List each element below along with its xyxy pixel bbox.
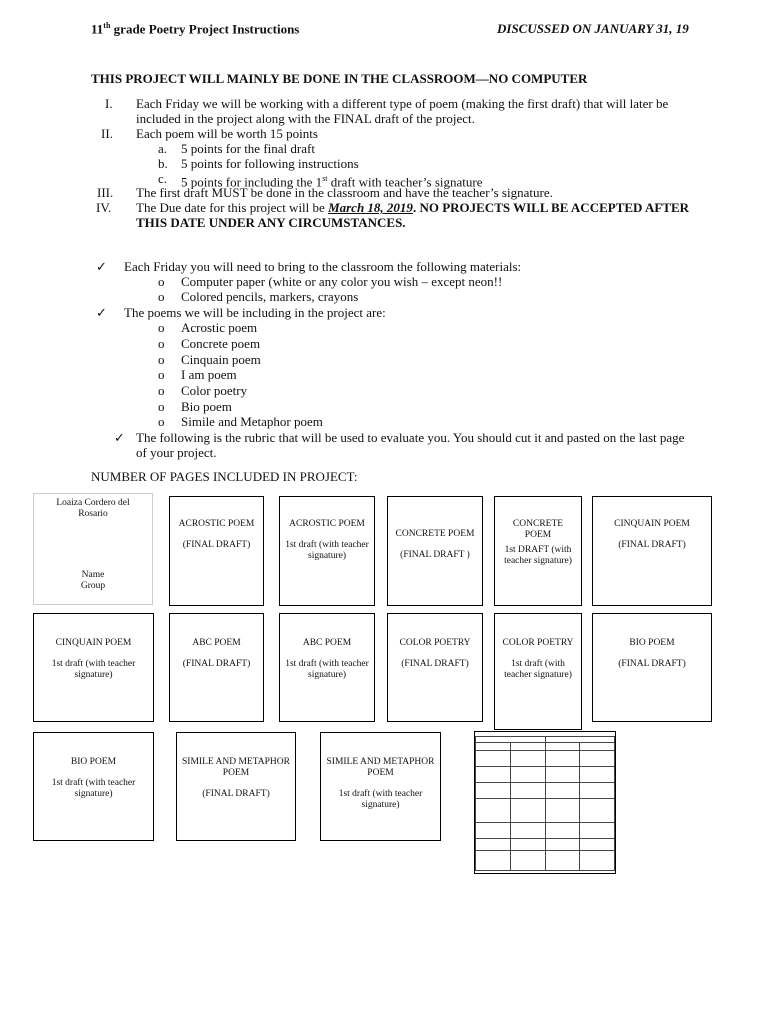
page-box (176, 732, 296, 841)
page-box-title: CONCRETE POEM (395, 529, 475, 539)
page-box-sub: (FINAL DRAFT) (401, 659, 469, 669)
poem-item: Color poetry (181, 383, 248, 398)
page-box-sub: (FINAL DRAFT) (202, 789, 270, 799)
roman-item-2: Each poem will be worth 15 points (136, 126, 318, 141)
friday-materials: Each Friday you will need to bring to the classroom the following materials: (124, 259, 522, 274)
point-c: 5 points for including the 1st draft with teacher’s signature (181, 174, 483, 190)
poem-item: I am poem (181, 367, 237, 382)
point-letter-b: b. (158, 156, 168, 171)
page-box-sub: 1st draft (with teacher signature) (504, 659, 572, 680)
roman-item-3: The first draft MUST be done in the classroom and have the teacher’s signature. (136, 185, 553, 200)
page-box-title: ABC POEM (302, 638, 352, 648)
roman-item-4-line1: The Due date for this project will be March 18, 2019. NO PROJECTS WILL BE ACCEPTED AFTER (136, 200, 690, 215)
page-box-sub: 1st draft (with teacher signature) (338, 789, 423, 810)
roman-item-1-line2: included in the project along with the FINAL draft of the project. (136, 111, 475, 126)
circle-bullet-icon: o (158, 383, 165, 398)
rubric-note-line1: The following is the rubric that will be used to evaluate you. You should cut it and pasted on the last page (136, 430, 685, 445)
page-box (387, 613, 483, 722)
check-icon: ✓ (114, 430, 125, 445)
page-box (169, 613, 264, 722)
page-box-sub: 1st draft (with teacher signature) (51, 659, 136, 680)
roman-item-4-line2: THIS DATE UNDER ANY CIRCUMSTANCES. (136, 215, 406, 230)
material-item: Computer paper (white or any color you wish – except neon!! (181, 274, 503, 289)
page-box (387, 496, 483, 606)
circle-bullet-icon: o (158, 320, 165, 335)
circle-bullet-icon: o (158, 414, 165, 429)
page-box-title: BIO POEM (629, 638, 675, 648)
poem-item: Simile and Metaphor poem (181, 414, 323, 429)
rubric-thumbnail (474, 731, 616, 874)
page-box-sub: 1st draft (with teacher signature) (51, 778, 136, 799)
page-box-sub: (FINAL DRAFT) (182, 659, 251, 669)
page-box (494, 613, 582, 730)
page-box-title: CONCRETE POEM (512, 519, 564, 540)
page-box-title: ACROSTIC POEM (178, 519, 255, 529)
point-letter-a: a. (158, 141, 168, 156)
page-box-title: COLOR POETRY (399, 638, 471, 648)
circle-bullet-icon: o (158, 289, 165, 304)
headline: THIS PROJECT WILL MAINLY BE DONE IN THE CLASSROOM—NO COMPUTER (91, 71, 588, 86)
circle-bullet-icon: o (158, 399, 165, 414)
page-box (33, 732, 154, 841)
page-box-sub: (FINAL DRAFT ) (400, 550, 470, 560)
document-title: 11th grade Poetry Project Instructions (91, 21, 300, 37)
name-label: Name (81, 570, 105, 580)
circle-bullet-icon: o (158, 274, 165, 289)
check-icon: ✓ (96, 305, 107, 320)
page-box-sub: (FINAL DRAFT) (618, 659, 686, 669)
poem-item: Concrete poem (181, 336, 261, 351)
page-box-title: ACROSTIC POEM (289, 519, 365, 529)
page-box-title: COLOR POETRY (502, 638, 574, 648)
circle-bullet-icon: o (158, 336, 165, 351)
group-label: Group (80, 581, 106, 591)
page-box-sub: 1st draft (with teacher signature) (285, 659, 369, 680)
page-box (169, 496, 264, 606)
page-box-sub: 1st DRAFT (with teacher signature) (504, 545, 572, 566)
student-name: Loaiza Cordero del (56, 498, 130, 508)
circle-bullet-icon: o (158, 367, 165, 382)
roman-num-3: III. (97, 185, 114, 200)
poem-item: Bio poem (181, 399, 232, 414)
point-b: 5 points for following instructions (181, 156, 359, 171)
roman-num-2: II. (101, 126, 113, 141)
page-box-sub: 1st draft (with teacher signature) (285, 540, 369, 561)
point-letter-c: c. (158, 171, 168, 186)
roman-num-4: IV. (96, 200, 112, 215)
discussed-date: DISCUSSED ON JANUARY 31, 19 (497, 21, 689, 36)
poem-item: Acrostic poem (181, 320, 258, 335)
check-icon: ✓ (96, 259, 107, 274)
page-box (279, 496, 375, 606)
poems-intro: The poems we will be including in the project are: (124, 305, 386, 320)
roman-item-1-line1: Each Friday we will be working with a different type of poem (making the first draft) that will later be (136, 96, 669, 111)
page-box (320, 732, 441, 841)
page-box-title: SIMILE AND METAPHOR POEM (182, 757, 290, 778)
page-box (33, 613, 154, 722)
page-box (494, 496, 582, 606)
rubric-note-line2: of your project. (136, 445, 217, 460)
page-box (592, 496, 712, 606)
page-box-title: ABC POEM (192, 638, 241, 648)
page-box-sub: (FINAL DRAFT) (618, 540, 686, 550)
material-item: Colored pencils, markers, crayons (181, 289, 359, 304)
student-name-2: Rosario (78, 509, 108, 519)
page-box-title: CINQUAIN POEM (614, 519, 690, 529)
page-box-title: SIMILE AND METAPHOR POEM (326, 757, 435, 778)
roman-num-1: I. (105, 96, 113, 111)
page-box-title: CINQUAIN POEM (55, 638, 132, 648)
due-date: March 18, 2019 (328, 200, 413, 215)
circle-bullet-icon: o (158, 352, 165, 367)
pages-heading: NUMBER OF PAGES INCLUDED IN PROJECT: (91, 469, 358, 484)
name-card (33, 493, 153, 605)
page-box (592, 613, 712, 722)
page-box-sub: (FINAL DRAFT) (182, 540, 251, 550)
poem-item: Cinquain poem (181, 352, 261, 367)
page-box (279, 613, 375, 722)
page-box-title: BIO POEM (70, 757, 117, 767)
point-a: 5 points for the final draft (181, 141, 315, 156)
